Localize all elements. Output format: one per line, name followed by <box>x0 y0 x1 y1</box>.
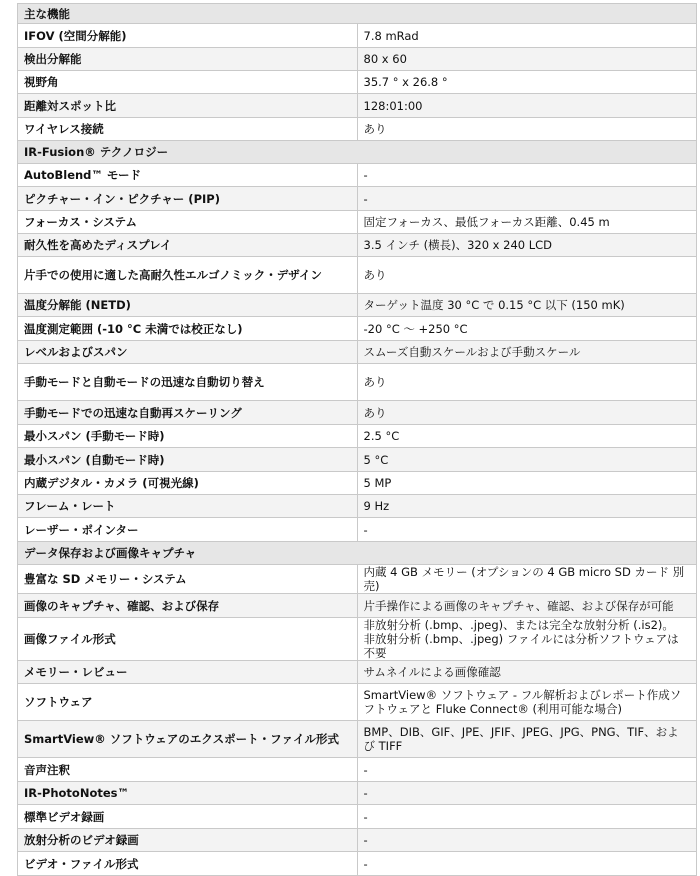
section-header-row <box>18 141 697 164</box>
spec-row <box>18 758 697 782</box>
spec-row <box>18 829 697 852</box>
spec-value: BMP、DIB、GIF、JPE、JFIF、JPEG、JPG、PNG、TIF、および TIFF <box>357 721 697 758</box>
spec-row <box>18 518 697 542</box>
spec-row <box>18 805 697 829</box>
spec-value: スムーズ自動スケールおよび手動スケール <box>357 341 697 364</box>
section-header: 主な機能 <box>18 4 697 24</box>
spec-value: あり <box>357 401 697 425</box>
spec-label: 標準ビデオ録画 <box>18 805 358 829</box>
spec-row <box>18 257 697 294</box>
spec-table-body <box>18 4 697 876</box>
spec-label: 画像ファイル形式 <box>18 618 358 661</box>
spec-value: - <box>357 805 697 829</box>
spec-row <box>18 401 697 425</box>
spec-value: - <box>357 852 697 876</box>
spec-value: 5 °C <box>357 448 697 472</box>
spec-label: IR-PhotoNotes™ <box>18 782 358 805</box>
spec-value: 9 Hz <box>357 495 697 518</box>
spec-value: SmartView® ソフトウェア - フル解析およびレポート作成ソフトウェアと Fluke Connect® (利用可能な場合) <box>357 684 697 721</box>
spec-row <box>18 594 697 618</box>
spec-label: フォーカス・システム <box>18 211 358 234</box>
spec-label: 温度測定範囲 (-10 °C 未満では校正なし) <box>18 317 358 341</box>
spec-label: レベルおよびスパン <box>18 341 358 364</box>
spec-value: あり <box>357 118 697 141</box>
spec-label: 手動モードと自動モードの迅速な自動切り替え <box>18 364 358 401</box>
section-header-row <box>18 542 697 565</box>
section-header: データ保存および画像キャプチャ <box>18 542 697 565</box>
spec-table <box>17 3 697 876</box>
spec-label: 音声注釈 <box>18 758 358 782</box>
spec-row <box>18 661 697 684</box>
spec-row <box>18 341 697 364</box>
spec-row <box>18 565 697 594</box>
spec-row <box>18 721 697 758</box>
spec-label: 片手での使用に適した高耐久性エルゴノミック・デザイン <box>18 257 358 294</box>
spec-label: 距離対スポット比 <box>18 94 358 118</box>
spec-value: あり <box>357 257 697 294</box>
spec-value: 2.5 °C <box>357 425 697 448</box>
spec-row <box>18 472 697 495</box>
spec-row <box>18 618 697 661</box>
spec-label: ワイヤレス接続 <box>18 118 358 141</box>
spec-value: - <box>357 758 697 782</box>
section-header-row <box>18 4 697 24</box>
spec-row <box>18 71 697 94</box>
spec-label: 耐久性を高めたディスプレイ <box>18 234 358 257</box>
spec-row <box>18 317 697 341</box>
spec-row <box>18 782 697 805</box>
spec-value: - <box>357 829 697 852</box>
spec-label: 内蔵デジタル・カメラ (可視光線) <box>18 472 358 495</box>
spec-value: 128:01:00 <box>357 94 697 118</box>
spec-value: 固定フォーカス、最低フォーカス距離、0.45 m <box>357 211 697 234</box>
spec-label: IFOV (空間分解能) <box>18 24 358 48</box>
spec-value: - <box>357 187 697 211</box>
spec-row <box>18 852 697 876</box>
spec-label: ソフトウェア <box>18 684 358 721</box>
spec-row <box>18 364 697 401</box>
spec-value: -20 °C ～ +250 °C <box>357 317 697 341</box>
spec-label: ピクチャー・イン・ピクチャー (PIP) <box>18 187 358 211</box>
spec-label: ビデオ・ファイル形式 <box>18 852 358 876</box>
spec-value: 片手操作による画像のキャプチャ、確認、および保存が可能 <box>357 594 697 618</box>
spec-row <box>18 294 697 317</box>
spec-label: SmartView® ソフトウェアのエクスポート・ファイル形式 <box>18 721 358 758</box>
spec-value: 5 MP <box>357 472 697 495</box>
spec-row <box>18 94 697 118</box>
spec-value: 80 x 60 <box>357 48 697 71</box>
section-header: IR-Fusion® テクノロジー <box>18 141 697 164</box>
spec-label: 検出分解能 <box>18 48 358 71</box>
spec-row <box>18 24 697 48</box>
spec-row <box>18 48 697 71</box>
spec-label: AutoBlend™ モード <box>18 164 358 187</box>
spec-label: 最小スパン (手動モード時) <box>18 425 358 448</box>
spec-row <box>18 495 697 518</box>
spec-value: 7.8 mRad <box>357 24 697 48</box>
spec-row <box>18 211 697 234</box>
spec-row <box>18 448 697 472</box>
spec-value: 3.5 インチ (横長)、320 x 240 LCD <box>357 234 697 257</box>
spec-row <box>18 118 697 141</box>
spec-value: あり <box>357 364 697 401</box>
spec-value: サムネイルによる画像確認 <box>357 661 697 684</box>
spec-value: ターゲット温度 30 °C で 0.15 °C 以下 (150 mK) <box>357 294 697 317</box>
spec-row <box>18 684 697 721</box>
spec-row <box>18 425 697 448</box>
spec-row <box>18 164 697 187</box>
spec-label: 最小スパン (自動モード時) <box>18 448 358 472</box>
spec-value: 非放射分析 (.bmp、.jpeg)、または完全な放射分析 (.is2)。 非放射分析 (.bmp、.jpeg) ファイルには分析ソフトウェアは不要 <box>357 618 697 661</box>
spec-label: メモリー・レビュー <box>18 661 358 684</box>
spec-label: 温度分解能 (NETD) <box>18 294 358 317</box>
spec-row <box>18 187 697 211</box>
spec-label: レーザー・ポインター <box>18 518 358 542</box>
spec-label: フレーム・レート <box>18 495 358 518</box>
spec-label: 画像のキャプチャ、確認、および保存 <box>18 594 358 618</box>
spec-value: 内蔵 4 GB メモリー (オプションの 4 GB micro SD カード 別売) <box>357 565 697 594</box>
spec-value: - <box>357 782 697 805</box>
spec-value: 35.7 ° x 26.8 ° <box>357 71 697 94</box>
spec-value: - <box>357 518 697 542</box>
spec-label: 放射分析のビデオ録画 <box>18 829 358 852</box>
spec-label: 視野角 <box>18 71 358 94</box>
spec-row <box>18 234 697 257</box>
spec-label: 豊富な SD メモリー・システム <box>18 565 358 594</box>
spec-value: - <box>357 164 697 187</box>
spec-label: 手動モードでの迅速な自動再スケーリング <box>18 401 358 425</box>
